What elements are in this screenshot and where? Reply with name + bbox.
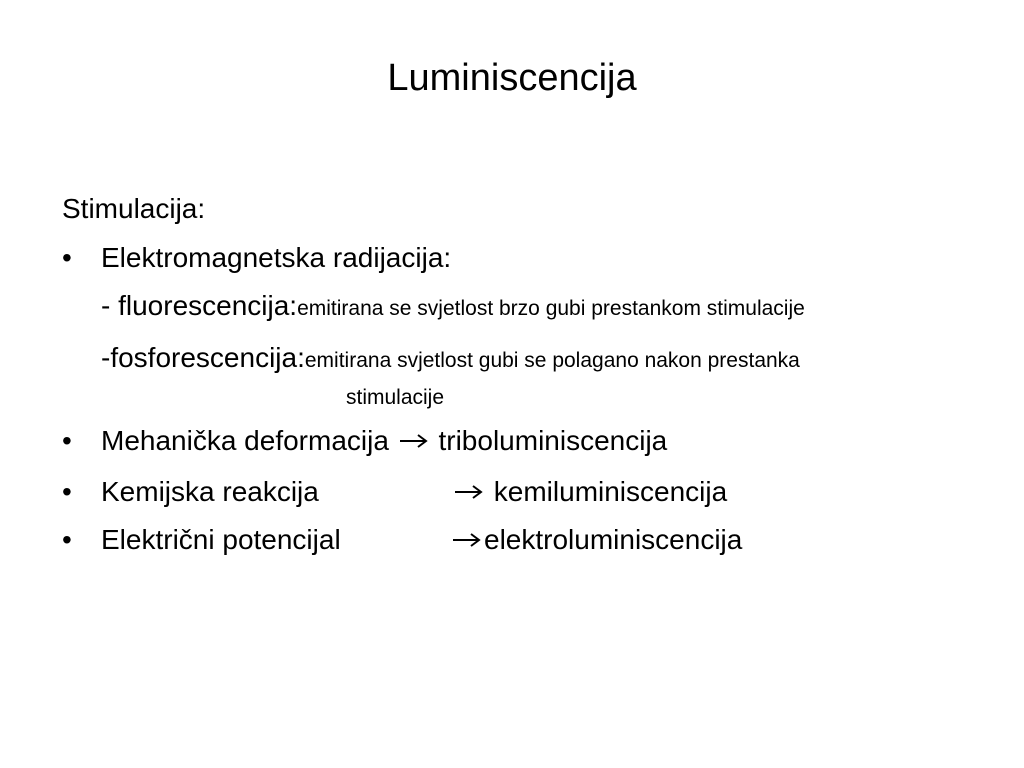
bullet-marker: •	[62, 476, 72, 507]
bullet-mechanical	[101, 423, 667, 459]
bullet-marker: •	[62, 242, 72, 273]
right-arrow-icon	[450, 522, 484, 558]
bullet-cause: Kemijska reakcija	[101, 476, 319, 507]
right-arrow-icon	[397, 423, 431, 459]
bullet-result: elektroluminiscencija	[484, 524, 743, 555]
stimulation-heading: Stimulacija:	[62, 193, 206, 224]
bullet-marker: •	[62, 425, 72, 456]
sub-item-lead: -fosforescencija:	[101, 342, 305, 373]
bullet-electric-result	[450, 522, 742, 558]
bullet-chemical	[101, 474, 319, 510]
sub-item-lead: - fluorescencija:	[101, 290, 298, 321]
bullet-electric	[101, 522, 341, 558]
bullet-electromagnetic: Elektromagnetska radijacija:	[101, 242, 452, 273]
bullet-chemical-result	[452, 474, 727, 510]
slide-title: Luminiscencija	[387, 57, 637, 99]
bullet-result: kemiluminiscencija	[493, 476, 728, 507]
sub-item-phosphorescence	[101, 340, 800, 379]
sub-item-detail: emitirana se svjetlost brzo gubi prestankom stimulacije	[297, 297, 805, 320]
sub-item-detail-continuation: stimulacije	[346, 386, 445, 409]
bullet-marker: •	[62, 524, 72, 555]
right-arrow-icon	[452, 474, 486, 510]
sub-item-detail: emitirana svjetlost gubi se polagano nakon prestanka	[304, 349, 800, 372]
bullet-result: triboluminiscencija	[438, 425, 668, 456]
bullet-cause: Mehanička deformacija	[101, 425, 389, 456]
sub-item-fluorescence	[101, 288, 805, 327]
bullet-cause: Električni potencijal	[101, 524, 341, 555]
